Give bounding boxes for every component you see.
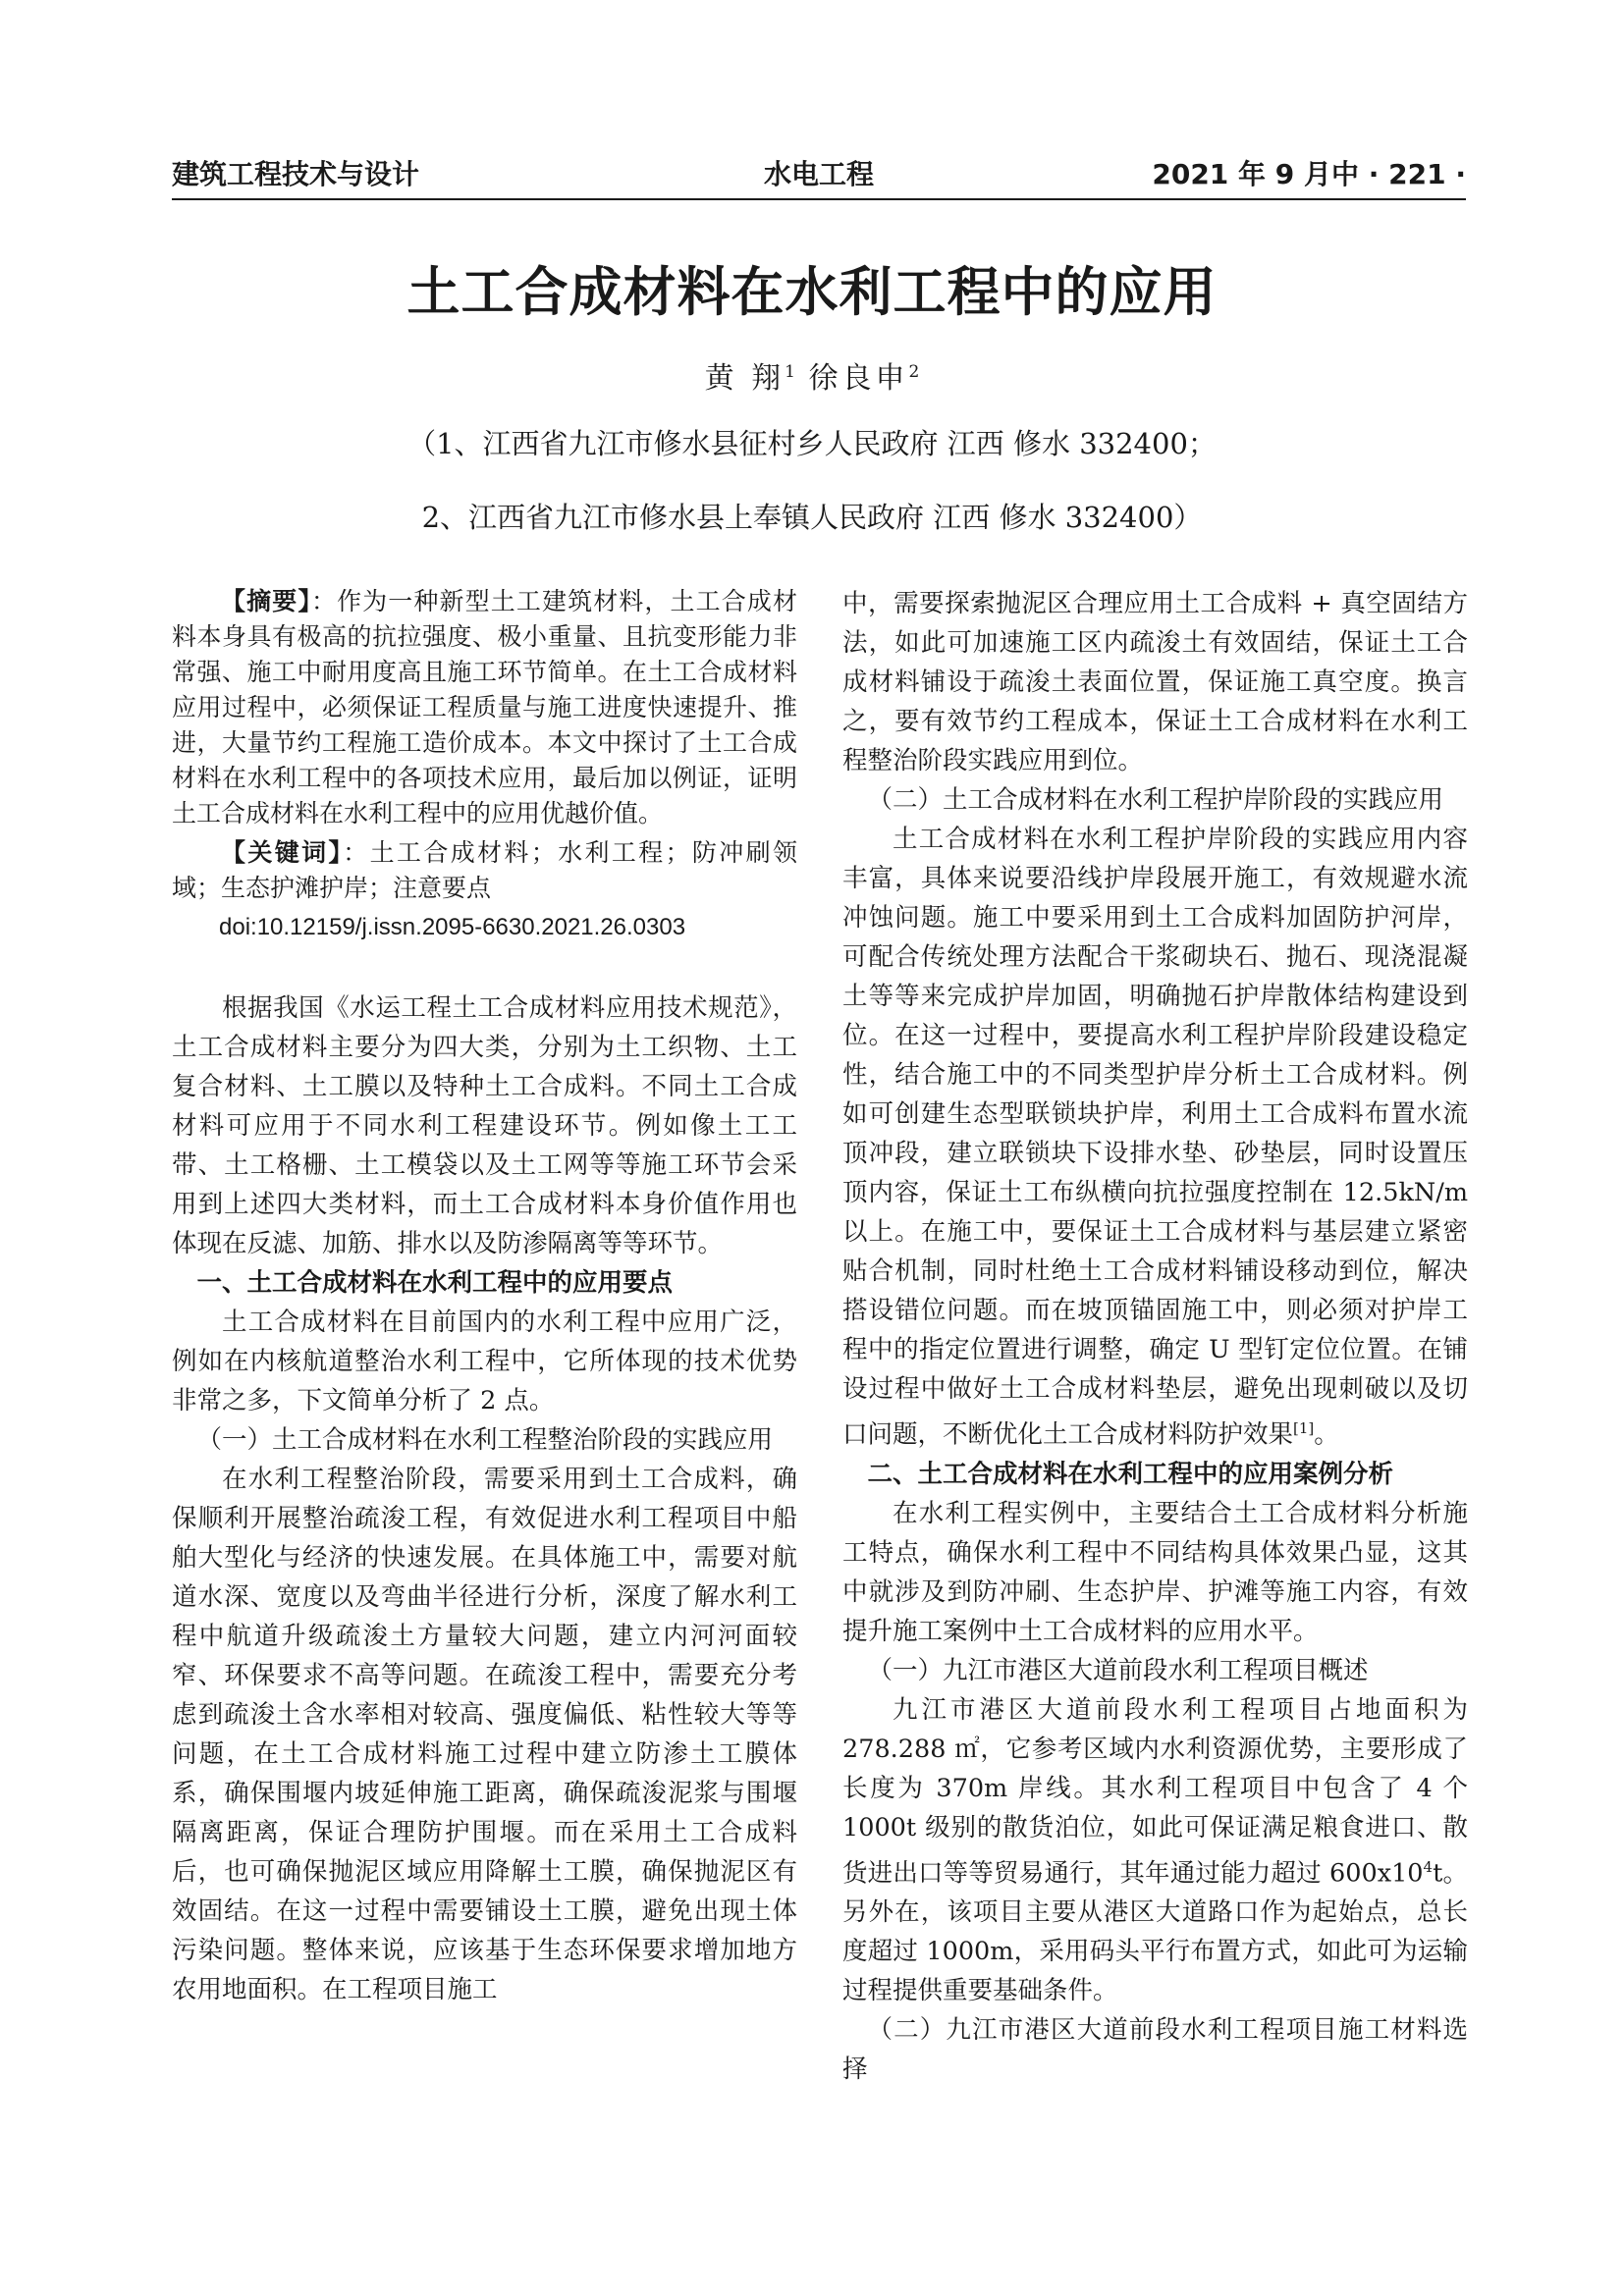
citation-ref: [1] <box>1293 1419 1315 1437</box>
abstract-label: 【摘要】 <box>221 587 311 615</box>
abstract-block <box>172 584 797 945</box>
section-heading-2: 二、土工合成材料在水利工程中的应用案例分析 <box>867 1459 1394 1489</box>
paragraph-text: 土工合成材料在水利工程护岸阶段的实践应用内容丰富，具体来说要沿线护岸段展开施工，有效规避水流冲蚀问题。施工中要采用到土工合成料加固防护河岸，可配合传统处理方法配合干浆砌块石、抛石、现浇混凝土等等来完成护岸加固，明确抛石护岸散体结构建设到位。在这一过程中，要提高水利工程护岸阶段建设稳定性，结合施工中的不同类型护岸分析土工合成材料。例如可创建生态型联锁块护岸，利用土工合成料布置水流顶冲段，建立联锁块下设排水垫、砂垫层，同时设置压顶内容，保证土工布纵横向抗拉强度控制在 12.5kN/m 以上。在施工中，要保证土工合成材料与基层建立紧密贴合机制，同时杜绝土工合成材料铺设移动到位，解决搭设错位问题。而在坡顶锚固施工中，则必须对护岸工程中的指定位置进行调整，确定 U 型钉定位位置。在铺设过程中做好土工合成材料垫层，避免出现刺破以及切口问题，不断优化土工合成材料防护效果 <box>842 825 1468 1450</box>
paragraph-text: 九江市港区大道前段水利工程项目占地面积为 278.288 ㎡，它参考区域内水利资源优势，主要形成了长度为 370m 岸线。其水利工程项目中包含了 4 个 1000t 级别的散货泊位，如此可保证满足粮食进口、散货进出口等等贸易通行，其年通过能力超过 600x10 <box>842 1694 1468 1888</box>
right-column <box>842 584 1468 2089</box>
author-1-sup: 1 <box>785 362 795 382</box>
issue-date: 2021 年 9 月中 <box>1152 158 1360 190</box>
paragraph: 在水利工程整治阶段，需要采用到土工合成料，确保顺利开展整治疏浚工程，有效促进水利工程项目中船舶大型化与经济的快速发展。在具体施工中，需要对航道水深、宽度以及弯曲半径进行分析，深度了解水利工程中航道升级疏浚土方量较大问题，建立内河河面较窄、环保要求不高等问题。在疏浚工程中，需要充分考虑到疏浚土含水率相对较高、强度偏低、粘性较大等等问题，在土工合成材料施工过程中建立防渗土工膜体系，确保围堰内坡延伸施工距离，确保疏浚泥浆与围堰隔离距离，保证合理防护围堰。而在采用土工合成料后，也可确保抛泥区域应用降解土工膜，确保抛泥区有效固结。在这一过程中需要铺设土工膜，避免出现土体污染问题。整体来说，应该基于生态环保要求增加地方农用地面积。在工程项目施工 <box>172 1465 797 2004</box>
author-2: 徐良申 <box>808 361 909 396</box>
issue-page <box>1152 152 1466 197</box>
paragraph: 根据我国《水运工程土工合成材料应用技术规范》，土工合成材料主要分为四大类，分别为土工织物、土工复合材料、土工膜以及特种土工合成料。不同土工合成材料可应用于不同水利工程建设环节。例如像土工工带、土工格栅、土工模袋以及土工网等等施工环节会采用到上述四大类材料，而土工合成材料本身价值作用也体现在反滤、加筋、排水以及防渗隔离等等环节。 <box>172 993 797 1258</box>
page-number: · 221 · <box>1368 158 1466 190</box>
paragraph <box>842 820 1468 1455</box>
header-rule <box>172 198 1466 200</box>
author-1: 黄 翔 <box>704 361 785 396</box>
doi: doi:10.12159/j.issn.2095-6630.2021.26.0303 <box>219 914 686 940</box>
affiliation-1: （1、江西省九江市修水县征村乡人民政府 江西 修水 332400； <box>407 427 1217 460</box>
paragraph-text: t。另外在，该项目主要从港区大道路口作为起始点，总长度超过 1000m，采用码头平行布置方式，如此可为运输过程提供重要基础条件。 <box>842 1858 1468 2005</box>
keywords-text: ：土工合成材料；水利工程；防冲刷领域；生态护滩护岸；注意要点 <box>172 838 797 902</box>
section-name: 水电工程 <box>763 158 874 190</box>
paragraph <box>842 1690 1468 2011</box>
paragraph-end: 。 <box>1314 1419 1339 1450</box>
subsection-heading-1-2: （二）土工合成材料在水利工程护岸阶段的实践应用 <box>867 785 1444 815</box>
exponent: 4 <box>1423 1857 1434 1876</box>
abstract <box>172 584 797 831</box>
left-column <box>172 584 797 2009</box>
keywords <box>172 835 797 906</box>
paragraph: 土工合成材料在目前国内的水利工程中应用广泛，例如在内核航道整治水利工程中，它所体现的技术优势非常之多，下文简单分析了 2 点。 <box>172 1308 797 1415</box>
author-2-sup: 2 <box>908 362 920 382</box>
author-line <box>0 353 1624 397</box>
abstract-text: ：作为一种新型土工建筑材料，土工合成材料本身具有极高的抗拉强度、极小重量、且抗变形能力非常强、施工中耐用度高且施工环节简单。在土工合成材料应用过程中，必须保证工程质量与施工进度快速提升、推进，大量节约工程施工造价成本。本文中探讨了土工合成材料在水利工程中的各项技术应用，最后加以例证，证明土工合成材料在水利工程中的应用优越价值。 <box>172 587 797 828</box>
paragraph: 中，需要探索抛泥区合理应用土工合成料 + 真空固结方法，如此可加速施工区内疏浚土有效固结，保证土工合成材料铺设于疏浚土表面位置，保证施工真空度。换言之，要有效节约工程成本，保证土工合成材料在水利工程整治阶段实践应用到位。 <box>842 589 1468 775</box>
section-heading-1: 一、土工合成材料在水利工程中的应用要点 <box>196 1268 674 1298</box>
subsection-heading-1-1: （一）土工合成材料在水利工程整治阶段的实践应用 <box>196 1425 774 1455</box>
journal-name: 建筑工程技术与设计 <box>172 158 420 190</box>
paragraph: 在水利工程实例中，主要结合土工合成材料分析施工特点，确保水利工程中不同结构具体效果凸显，这其中就涉及到防冲刷、生态护岸、护滩等施工内容，有效提升施工案例中土工合成材料的应用水平。 <box>842 1498 1468 1646</box>
subsection-heading-2-2: （二）九江市港区大道前段水利工程项目施工材料选择 <box>842 2015 1468 2084</box>
article-title: 土工合成材料在水利工程中的应用 <box>406 261 1218 323</box>
running-header <box>172 152 1466 197</box>
subsection-heading-2-1: （一）九江市港区大道前段水利工程项目概述 <box>867 1655 1369 1685</box>
keywords-label: 【关键词】 <box>221 838 344 867</box>
affiliation-2: 2、江西省九江市修水县上奉镇人民政府 江西 修水 332400） <box>421 501 1203 534</box>
